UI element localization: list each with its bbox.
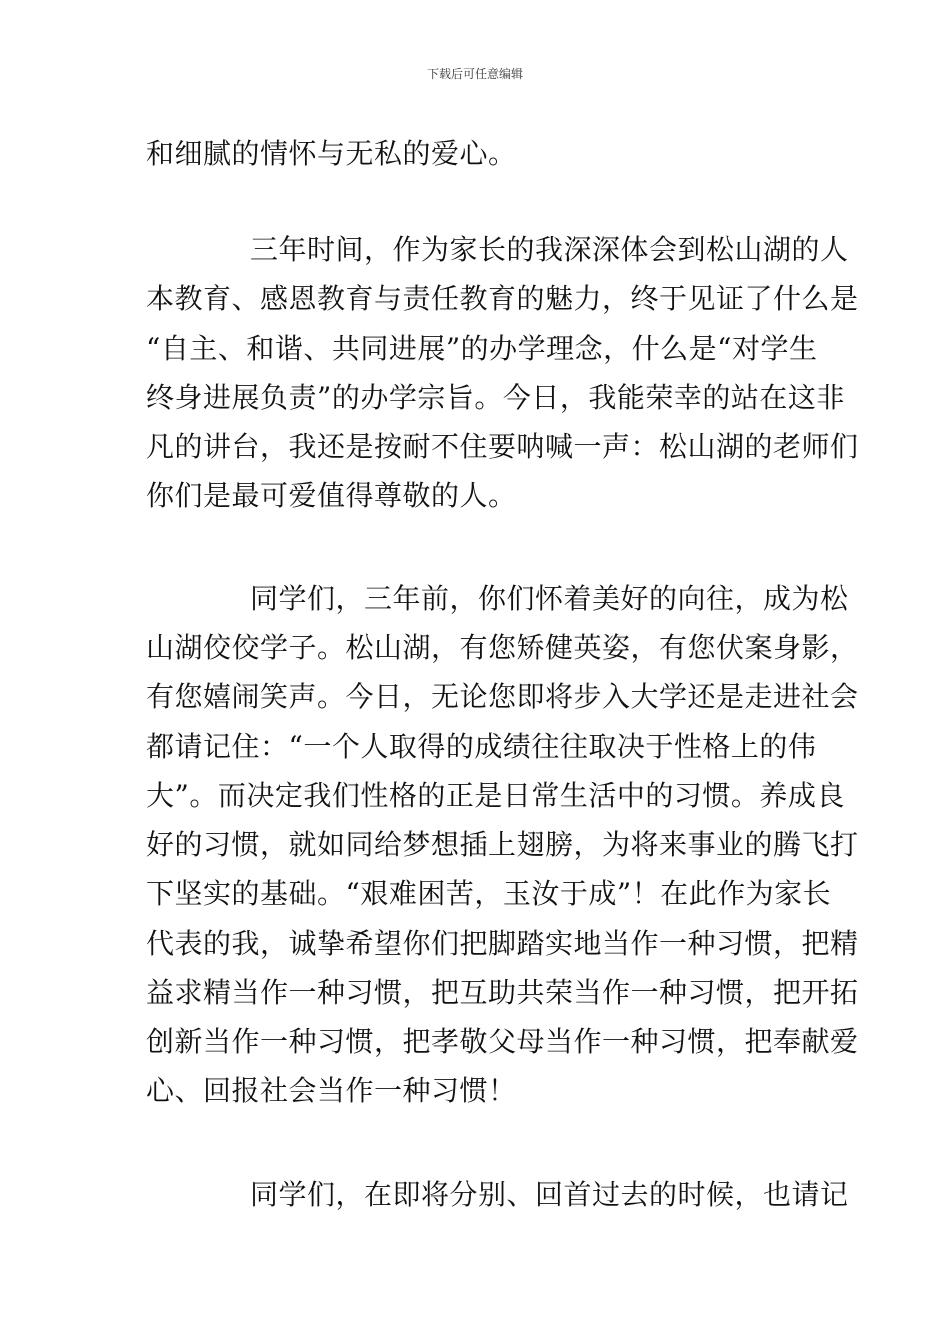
text-line: 大”。而决定我们性格的正是日常生活中的习惯。养成良: [146, 779, 845, 812]
text-line: 终身进展负责”的办学宗旨。今日，我能荣幸的站在这非: [146, 381, 845, 414]
text-line: 益求精当作一种习惯，把互助共荣当作一种习惯，把开拓: [146, 976, 859, 1009]
text-line: “自主、和谐、共同进展”的办学理念，什么是“对学生: [146, 332, 818, 365]
text-line: 下坚实的基础。“艰难困苦，玉汝于成”！在此作为家长: [146, 877, 832, 910]
text-line: 同学们，三年前，你们怀着美好的向往，成为松: [250, 582, 849, 615]
text-line: 都请记住：“一个人取得的成绩往往取决于性格上的伟: [146, 730, 817, 763]
text-line: 你们是最可爱值得尊敬的人。: [146, 479, 517, 512]
text-line: 有您嬉闹笑声。今日，无论您即将步入大学还是走进社会: [146, 680, 859, 713]
text-line: 代表的我，诚挚希望你们把脚踏实地当作一种习惯，把精: [146, 927, 859, 960]
text-line: 三年时间，作为家长的我深深体会到松山湖的人: [250, 233, 849, 266]
text-line: 创新当作一种习惯，把孝敬父母当作一种习惯，把奉献爱: [146, 1025, 859, 1058]
text-line: 心、回报社会当作一种习惯！: [146, 1074, 517, 1107]
text-line: 同学们，在即将分别、回首过去的时候，也请记: [250, 1178, 849, 1211]
text-line: 本教育、感恩教育与责任教育的魅力，终于见证了什么是: [146, 282, 859, 315]
page-header: 下载后可任意编辑: [426, 67, 523, 81]
text-line: 好的习惯，就如同给梦想插上翅膀，为将来事业的腾飞打: [146, 828, 859, 861]
text-line: 和细腻的情怀与无私的爱心。: [146, 137, 517, 170]
text-line: 凡的讲台，我还是按耐不住要呐喊一声：松山湖的老师们: [146, 430, 859, 463]
text-line: 山湖佼佼学子。松山湖，有您矫健英姿，有您伏案身影，: [146, 631, 859, 664]
